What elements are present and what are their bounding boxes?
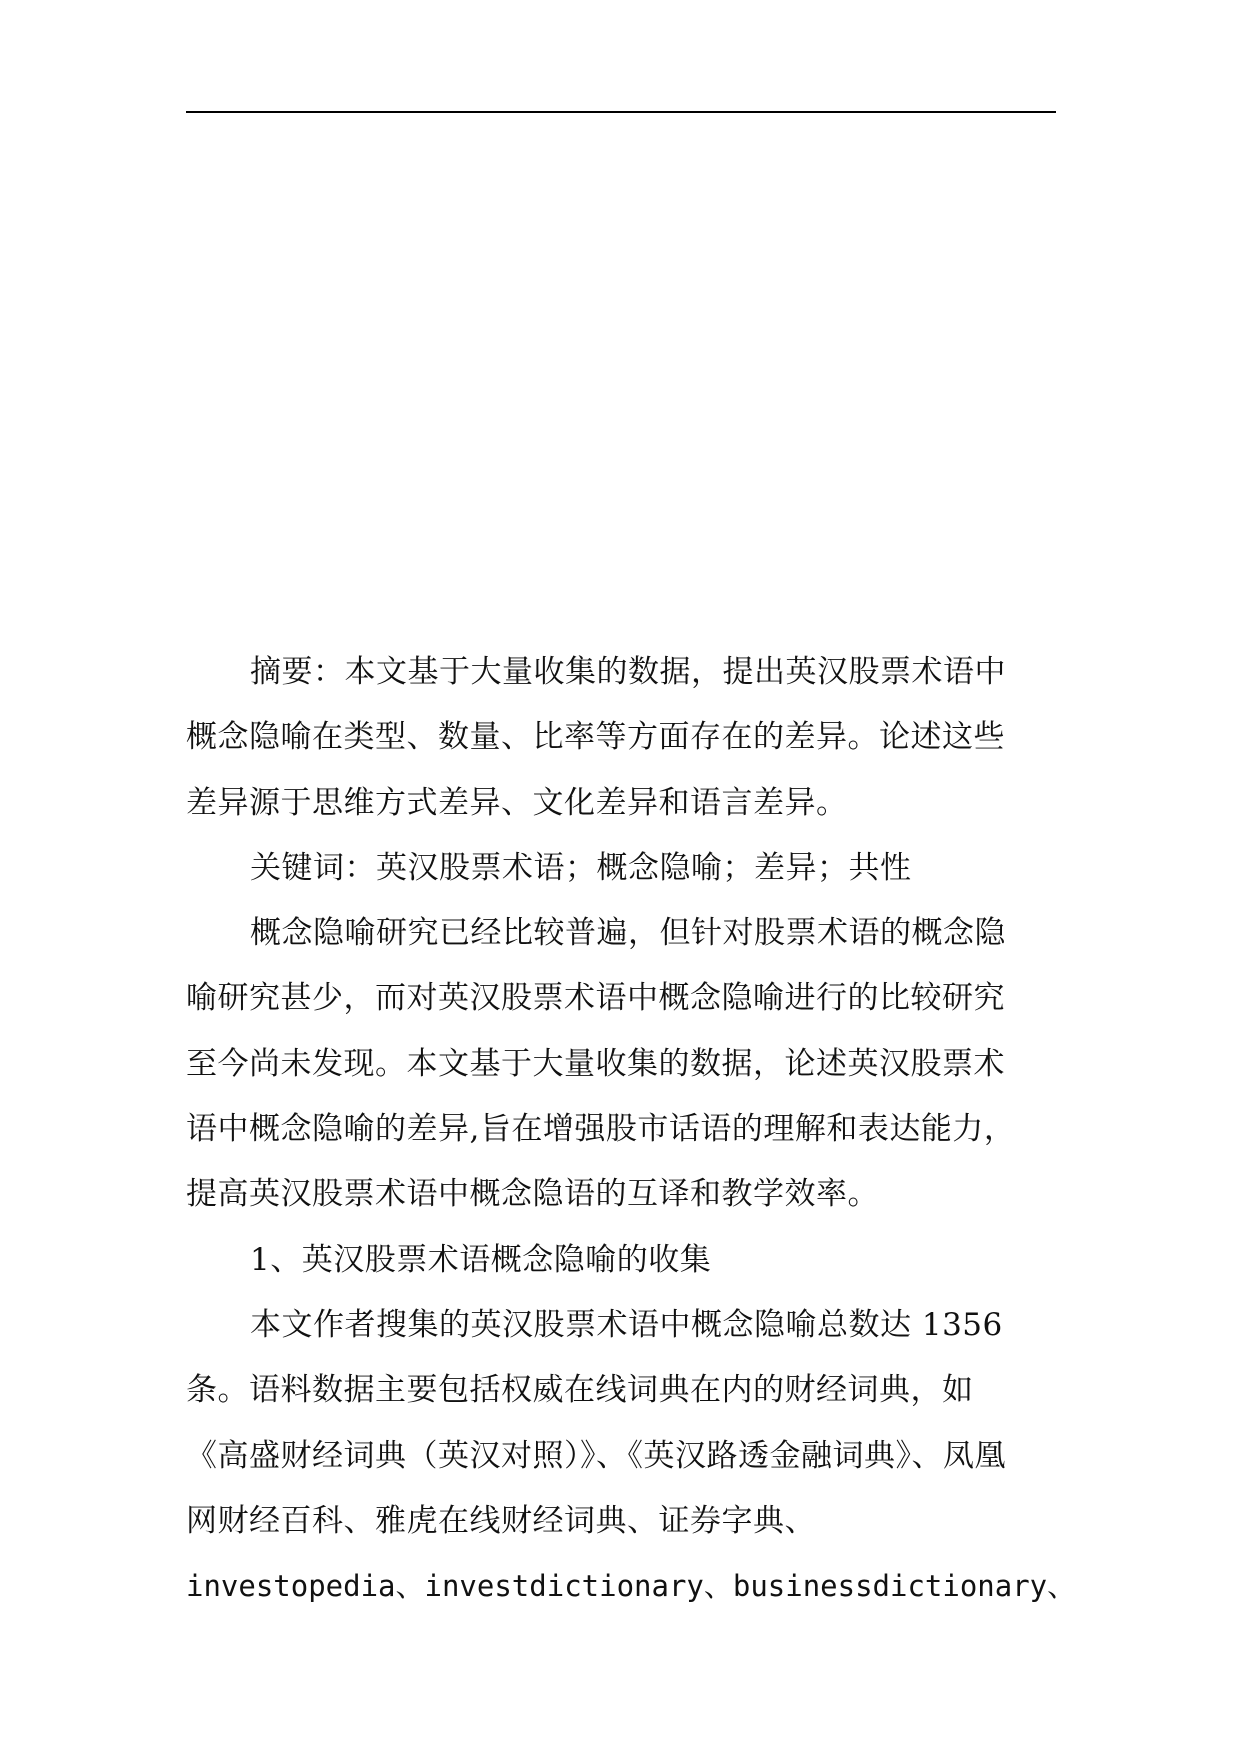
section-1-paragraph — [186, 1293, 1077, 1619]
abstract-line: 概念隐喻在类型、数量、比率等方面存在的差异。论述这些 — [186, 719, 1005, 756]
intro-line: 喻研究甚少，而对英汉股票术语中概念隐喻进行的比较研究 — [186, 980, 1005, 1017]
section-1-line: investopedia、investdictionary、businessdictionary、 — [186, 1569, 1077, 1604]
abstract-line: 差异源于思维方式差异、文化差异和语言差异。 — [186, 784, 848, 821]
abstract-paragraph — [186, 640, 1056, 836]
section-1-line: 《高盛财经词典（英汉对照）》、《英汉路透金融词典》、凤凰 — [186, 1437, 1006, 1474]
section-1-heading: 1、英汉股票术语概念隐喻的收集 — [250, 1241, 712, 1278]
keywords-paragraph — [186, 836, 1056, 901]
section-1-line: 网财经百科、雅虎在线财经词典、证券字典、 — [186, 1502, 816, 1539]
intro-line: 至今尚未发现。本文基于大量收集的数据，论述英汉股票术 — [186, 1045, 1005, 1082]
section-1-line: 本文作者搜集的英汉股票术语中概念隐喻总数达 1356 — [250, 1306, 1003, 1343]
intro-line: 提高英汉股票术语中概念隐语的互译和教学效率。 — [186, 1176, 879, 1213]
intro-line: 语中概念隐喻的差异,旨在增强股市话语的理解和表达能力， — [186, 1111, 1016, 1148]
section-1-line: 条。语料数据主要包括权威在线词典在内的财经词典，如 — [186, 1372, 974, 1409]
header-rule — [186, 111, 1056, 113]
document-body — [186, 640, 1077, 1619]
intro-paragraph — [186, 901, 1056, 1227]
section-heading — [186, 1228, 1056, 1293]
intro-line: 概念隐喻研究已经比较普遍，但针对股票术语的概念隐 — [250, 915, 1006, 952]
keywords-line: 关键词：英汉股票术语；概念隐喻；差异；共性 — [250, 849, 912, 886]
abstract-line: 摘要：本文基于大量收集的数据，提出英汉股票术语中 — [250, 654, 1006, 690]
